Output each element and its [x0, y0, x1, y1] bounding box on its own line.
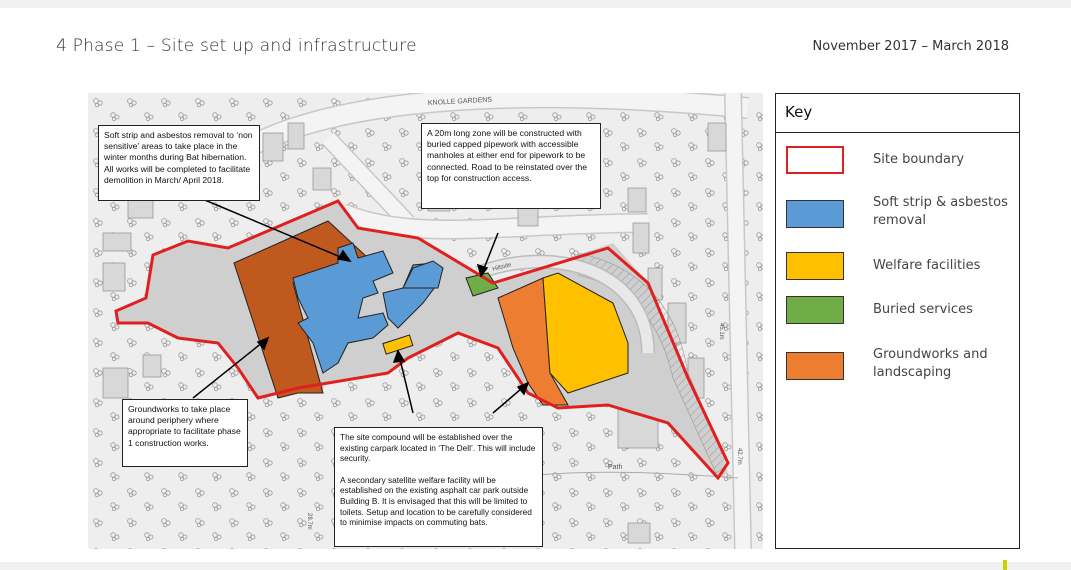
label-elevation-28: 28.7m	[306, 513, 312, 530]
key-item-welfare	[786, 252, 1018, 282]
callout-groundworks-text: Groundworks to take place around periphery where appropriate to facilitate phase 1 construction works.	[128, 404, 241, 448]
key-title: Key	[785, 103, 813, 121]
key-item-site-boundary	[786, 146, 1018, 176]
welfare-swatch	[786, 252, 844, 280]
label-elevation-42: 42.7m	[736, 448, 742, 465]
callout-soft-strip-text: Soft strip and asbestos removal to ‘non sensitive’ areas to take place in the winter months during Bat hibernation. All works will be completed to facilitate demolition in March/ April 2018.	[104, 130, 253, 185]
key-item-groundworks	[786, 346, 1018, 386]
callout-buried-zone	[421, 123, 601, 209]
label-knolle-gardens: KNOLLE GARDENS	[427, 96, 493, 107]
date-range: November 2017 – March 2018	[812, 39, 1009, 54]
buried-services-swatch	[786, 296, 844, 324]
site-boundary-swatch	[786, 146, 844, 174]
groundworks-swatch	[786, 352, 844, 380]
slide	[0, 8, 1071, 562]
key-item-soft-strip	[786, 194, 1018, 234]
key-label-welfare: Welfare facilities	[873, 258, 981, 273]
key-item-buried-services	[786, 296, 1018, 326]
label-path: Path	[608, 464, 623, 471]
callout-site-compound	[334, 427, 543, 547]
callout-buried-zone-text: A 20m long zone will be constructed with buried capped pipework with accessible manholes at either end for pipework to be connected. Road to be reinstated over the top for construction access.	[427, 128, 588, 183]
site-map	[88, 93, 763, 549]
label-elevation-45: 45.1m	[718, 323, 724, 340]
page-title: 4 Phase 1 – Site set up and infrastructure	[56, 36, 417, 56]
map-key	[775, 93, 1020, 549]
callout-compound-para-1: The site compound will be established over the existing carpark located in ‘The Dell’. This will include security.	[340, 432, 536, 464]
key-divider	[776, 132, 1019, 133]
key-label-groundworks: Groundworks and landscaping	[873, 347, 988, 380]
key-label-buried-services: Buried services	[873, 302, 973, 317]
key-label-site-boundary: Site boundary	[873, 152, 965, 167]
soft-strip-swatch	[786, 200, 844, 228]
label-hillside: Hillside	[491, 262, 513, 273]
callout-soft-strip	[98, 125, 260, 201]
callout-compound-para-2: A secondary satellite welfare facility will be established on the existing asphalt car park outside Building B. It is envisaged that this will be limited to toilets. Setup and location to be carefully considered to minimise impacts on commuting bats.	[340, 474, 532, 528]
key-label-soft-strip: Soft strip & asbestos removal	[873, 195, 1008, 228]
callout-groundworks	[122, 399, 248, 467]
